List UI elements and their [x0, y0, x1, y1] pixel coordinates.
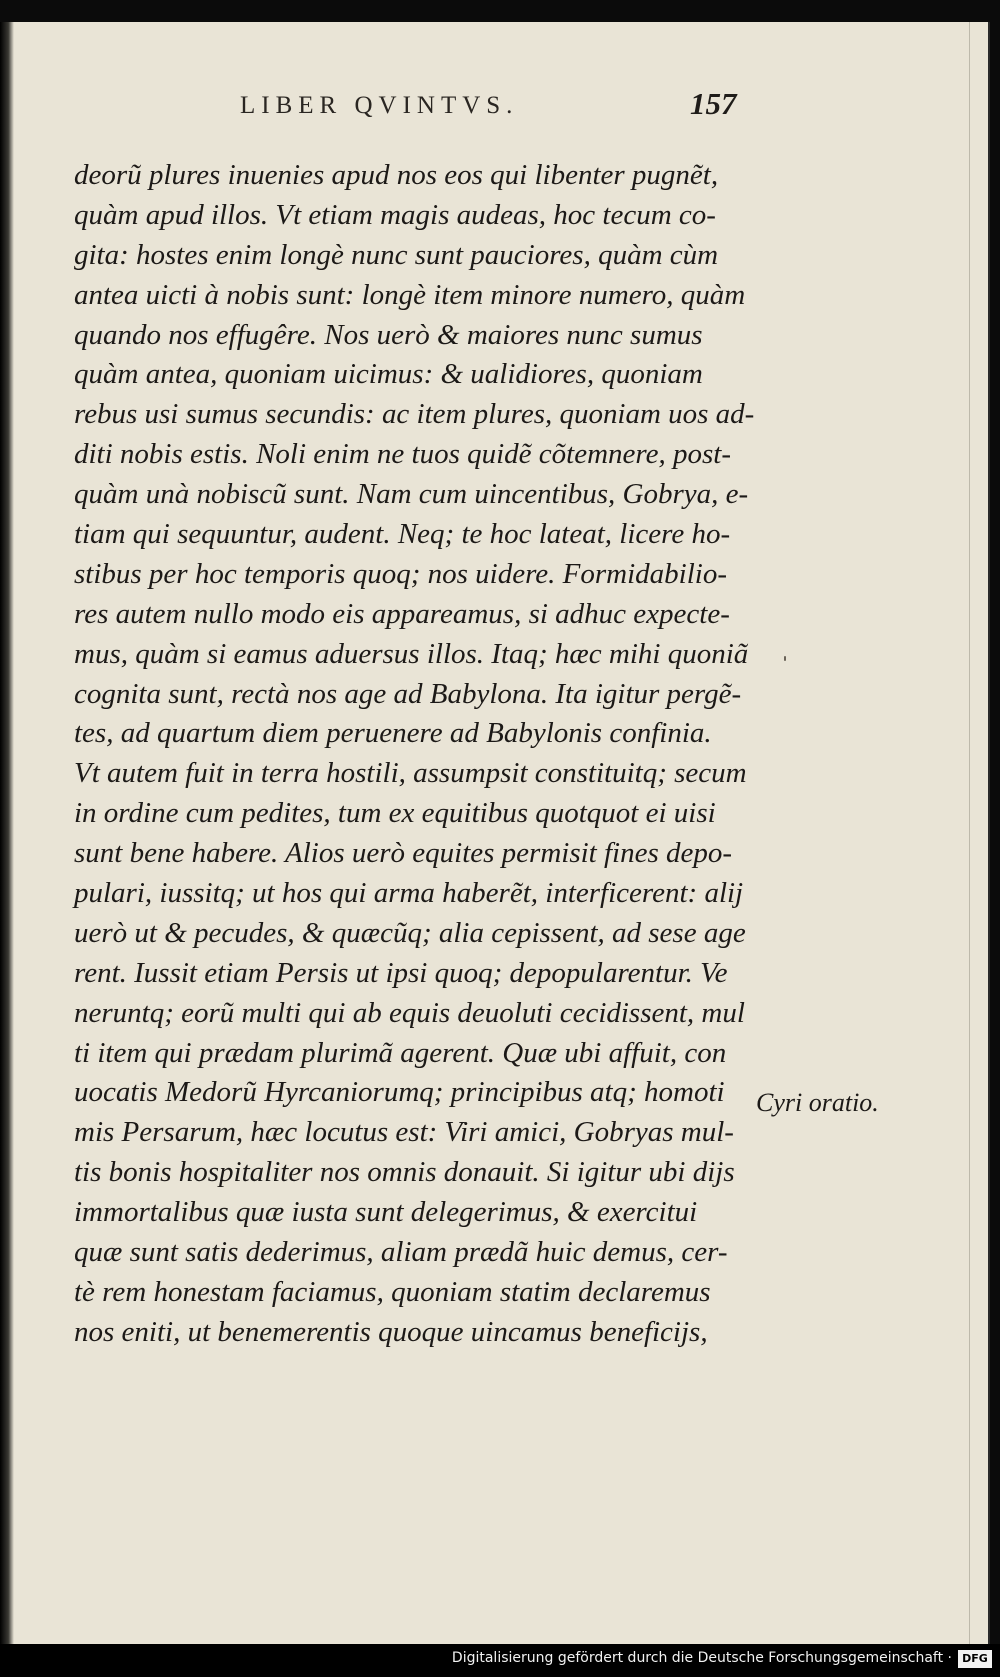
text-line: tis bonis hospitaliter nos omnis donauit. Si igitur ubi dijs	[74, 1156, 735, 1189]
text-line: immortalibus quæ iusta sunt delegerimus, & exercitui	[74, 1196, 698, 1229]
digitization-footer	[0, 1644, 1000, 1677]
text-line: ti item qui prædam plurimã agerent. Quæ ubi affuit, con	[74, 1036, 727, 1069]
text-line: rebus usi sumus secundis: ac item plures, quoniam uos ad-	[74, 398, 755, 431]
running-title: LIBER QVINTVS.	[240, 92, 519, 119]
text-line: tes, ad quartum diem peruenere ad Babylonis confinia.	[74, 717, 712, 750]
text-line: tè rem honestam faciamus, quoniam statim declaremus	[74, 1275, 711, 1308]
text-line: neruntq; eorũ multi qui ab equis deuoluti cecidissent, mul	[74, 996, 745, 1029]
text-line: antea uicti à nobis sunt: longè item minore numero, quàm	[74, 278, 746, 311]
text-line: mus, quàm si eamus aduersus illos. Itaq; hæc mihi quoniã	[74, 637, 749, 670]
text-line: gita: hostes enim longè nunc sunt pauciores, quàm cùm	[74, 238, 719, 271]
text-line: res autem nullo modo eis appareamus, si adhuc expecte-	[74, 597, 730, 630]
text-line: in ordine cum pedites, tum ex equitibus quotquot ei uisi	[74, 797, 716, 830]
text-line: pulari, iussitq; ut hos qui arma haberẽt, interficerent: alij	[74, 877, 744, 910]
text-line: tiam qui sequuntur, audent. Neq; te hoc lateat, licere ho-	[74, 518, 731, 551]
text-line: uerò ut & pecudes, & quæcũq; alia cepissent, ad sese age	[74, 916, 746, 949]
text-line: deorũ plures inuenies apud nos eos qui libenter pugnẽt,	[74, 159, 719, 191]
book-page	[0, 22, 990, 1644]
text-line: rent. Iussit etiam Persis ut ipsi quoq; depopularentur. Ve	[74, 956, 728, 989]
text-line: quàm apud illos. Vt etiam magis audeas, hoc tecum co-	[74, 198, 716, 231]
text-line: nos eniti, ut benemerentis quoque uincamus beneficijs,	[74, 1315, 708, 1348]
text-line: quàm unà nobiscũ sunt. Nam cum uincentibus, Gobrya, e-	[74, 478, 749, 511]
text-line: quæ sunt satis dederimus, aliam prædã huic demus, cer-	[74, 1236, 728, 1269]
text-line: uocatis Medorũ Hyrcaniorumq; principibus atq; homoti	[74, 1076, 725, 1109]
paper-speck	[784, 656, 786, 661]
text-line: mis Persarum, hæc locutus est: Viri amici, Gobryas mul-	[74, 1116, 734, 1149]
marginal-note: Cyri oratio.	[756, 1088, 879, 1117]
text-line: cognita sunt, rectà nos age ad Babylona. Ita igitur pergẽ-	[74, 677, 742, 710]
page-number: 157	[690, 86, 737, 121]
text-line: quàm antea, quoniam uicimus: & ualidiores, quoniam	[74, 358, 703, 391]
text-line: diti nobis estis. Noli enim ne tuos quidẽ cõtemnere, post-	[74, 438, 731, 471]
funding-credit: Digitalisierung gefördert durch die Deutsche Forschungsgemeinschaft ·	[451, 1650, 952, 1666]
text-line: stibus per hoc temporis quoq; nos uidere. Formidabilio-	[74, 557, 727, 590]
text-line: sunt bene habere. Alios uerò equites permisit fines depo-	[74, 837, 733, 870]
text-line: Vt autem fuit in terra hostili, assumpsit constituitq; secum	[74, 757, 747, 790]
text-line: quando nos effugêre. Nos uerò & maiores nunc sumus	[74, 318, 703, 351]
dfg-logo-icon: DFG	[958, 1650, 992, 1668]
main-text-block	[74, 156, 754, 1353]
